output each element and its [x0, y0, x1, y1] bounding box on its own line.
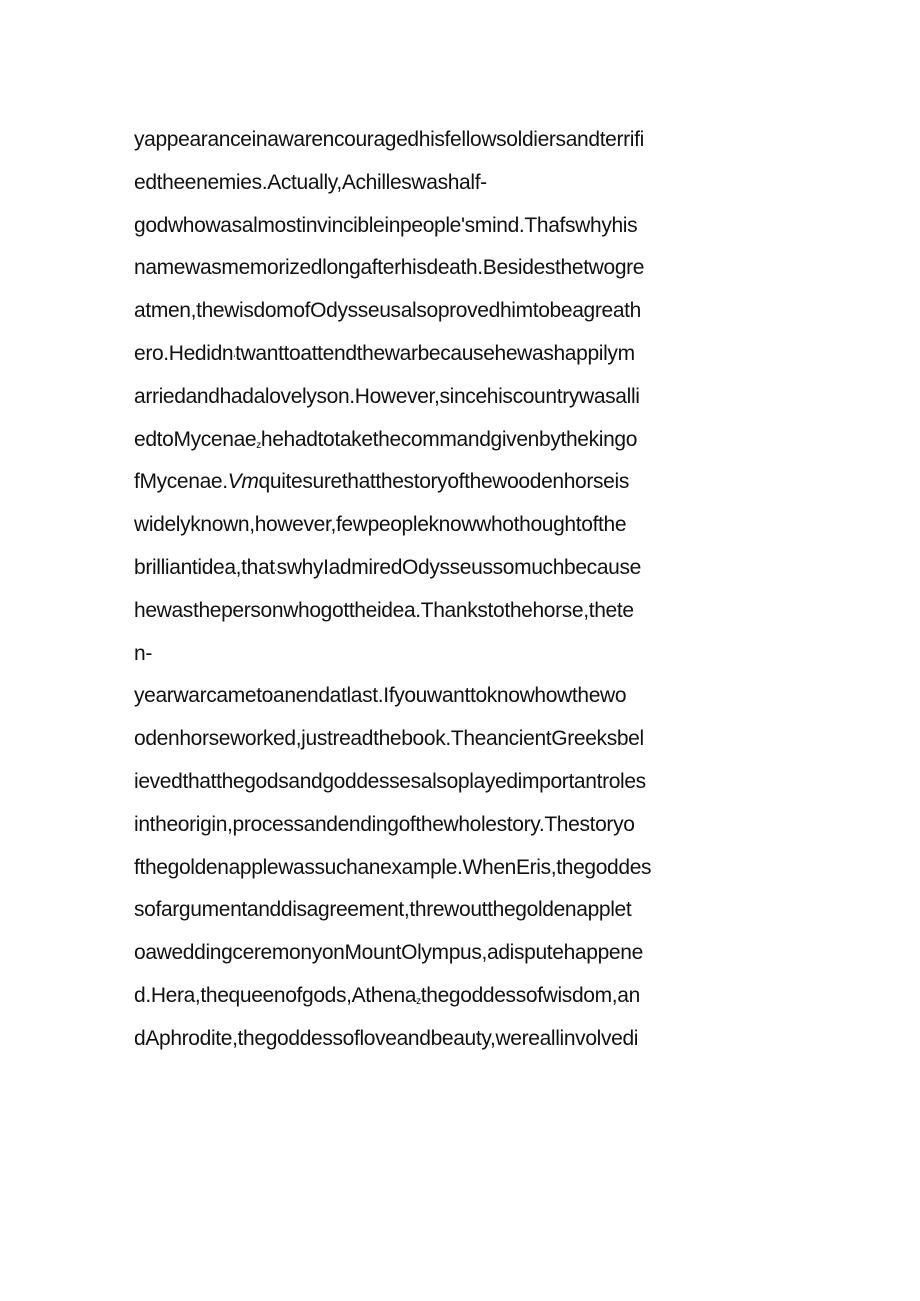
text-line: namewasmemorizedlongafterhisdeath.Besidesthetwogre: [134, 256, 645, 280]
text-line: oaweddingceremonyonMountOlympus,adisputehappene: [134, 941, 643, 965]
body-text: [134, 119, 794, 1061]
subscript-mark: z: [416, 995, 421, 1007]
text-line: hewasthepersonwhogottheidea.Thankstothehorse,thete: [134, 598, 634, 622]
apostrophe-mark: ʻ: [233, 353, 236, 365]
text-line: godwhowasalmostinvincibleinpeople'smind.Thafswhyhis: [134, 213, 638, 237]
text-line: intheorigin,processandendingofthewholestory.Thestoryo: [134, 812, 635, 836]
text-line: arriedandhadalovelyson.However,sincehiscountrywasalli: [134, 384, 640, 408]
text-line: n-: [134, 641, 152, 665]
apostrophe-mark: ʻ: [274, 567, 277, 579]
text-line: dAphrodite,thegoddessofloveandbeauty,wereallinvolvedi: [134, 1026, 639, 1050]
text-line: edtheenemies.Actually,Achilleswashalf-: [134, 170, 487, 194]
text-line: yappearanceinawarencouragedhisfellowsoldiersandterrifi: [134, 128, 644, 151]
text-line: atmen,thewisdomofOdysseusalsoprovedhimtobeagreath: [134, 299, 641, 323]
italic-run: Vm: [227, 470, 259, 494]
text-line: odenhorseworked,justreadthebook.TheancientGreeksbel: [134, 727, 644, 751]
text-line: [134, 975, 794, 1018]
text-line: fthegoldenapplewassuchanexample.WhenEris,thegoddes: [134, 855, 652, 879]
text-run: ero.Hedidn: [134, 341, 234, 365]
text-line: [134, 461, 794, 504]
text-run: fMycenae.: [134, 470, 228, 494]
text-line: [134, 419, 794, 462]
text-line: yearwarcametoanendatlast.Ifyouwanttoknowhowthewo: [134, 684, 627, 708]
text-run: brilliantidea,that: [134, 555, 275, 579]
text-run: hehadtotakethecommandgivenbythekingo: [260, 427, 638, 451]
subscript-mark: z: [256, 439, 261, 451]
text-line: [134, 333, 794, 376]
text-line: [134, 547, 794, 590]
text-run: swhyIadmiredOdysseussomuchbecause: [276, 555, 641, 579]
text-run: d.Hera,thequeenofgods,Athena: [134, 983, 417, 1007]
text-line: widelyknown,however,fewpeopleknowwhothoughtofthe: [134, 513, 627, 537]
text-run: quitesurethatthestoryofthewoodenhorseis: [258, 470, 629, 494]
text-line: sofargumentanddisagreement,threwoutthegoldenapplet: [134, 898, 632, 922]
text-run: twanttoattendthewarbecausehewashappilym: [235, 341, 635, 365]
text-run: thegoddessofwisdom,an: [420, 983, 640, 1007]
text-run: edtoMycenae: [134, 427, 257, 451]
text-line: ievedthatthegodsandgoddessesalsoplayedimportantroles: [134, 769, 646, 793]
